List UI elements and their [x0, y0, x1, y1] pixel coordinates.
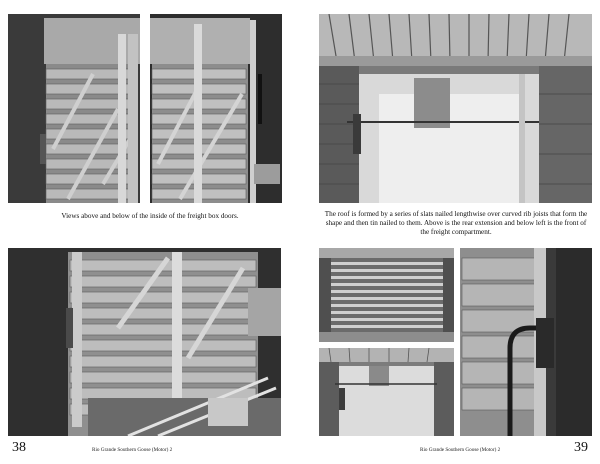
freight-door-right-photo [150, 14, 282, 203]
freight-doors-lower-photo [8, 248, 281, 436]
freight-compartment-front-photo [319, 348, 454, 436]
freight-door-left-photo [8, 14, 140, 203]
door-latch-handle-photo [460, 248, 592, 436]
right-page [300, 0, 600, 464]
roof-rear-extension-photo [319, 14, 592, 203]
running-footer-right: Rio Grande Southern Goose (Motor) 2 [420, 447, 501, 453]
roof-slats-photo [319, 248, 454, 342]
page-number-left: 38 [12, 440, 26, 455]
left-caption: Views above and below of the inside of the freight box doors. [61, 212, 239, 220]
right-caption: The roof is formed by a series of slats nailed lengthwise over curved rib joists that form the shape and then tin nailed to them. Above is the rear extension and below left is the front of the freight compartment. [324, 210, 588, 236]
running-footer-left: Rio Grande Southern Goose (Motor) 2 [92, 447, 173, 453]
page-number-right: 39 [574, 440, 588, 455]
